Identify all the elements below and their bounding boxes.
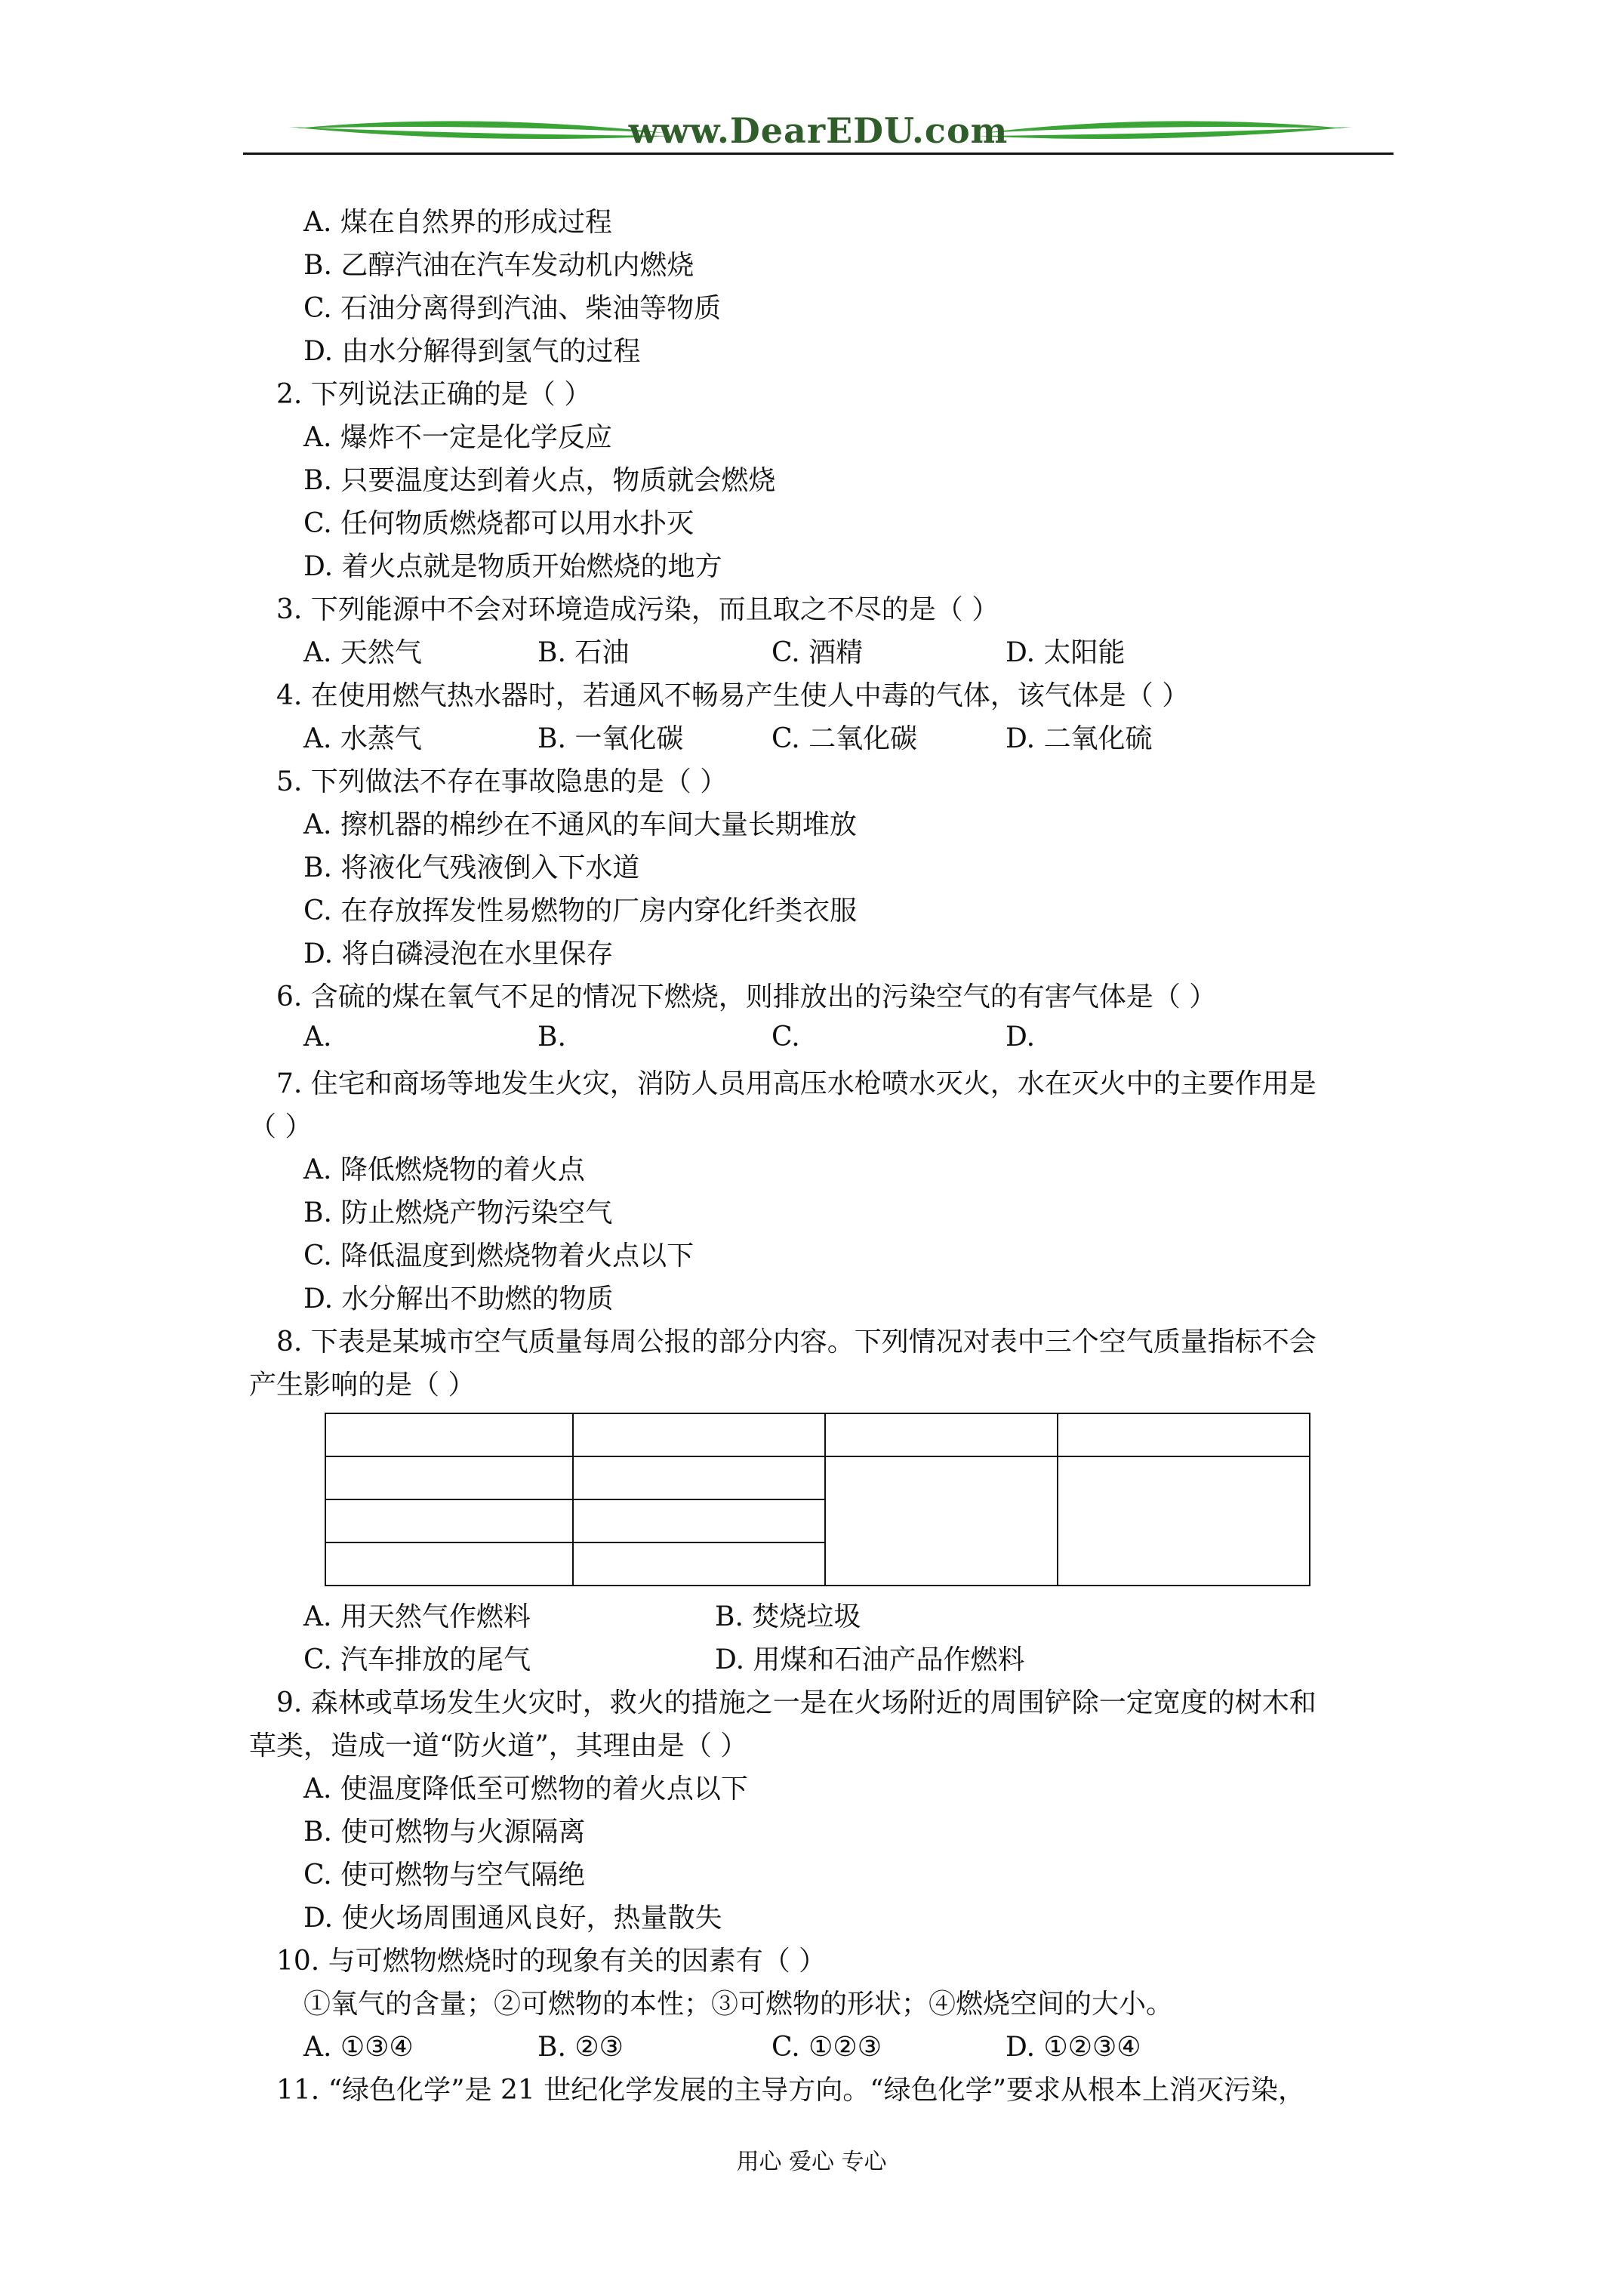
q8-option-d: D. 用煤和石油产品作燃料 <box>715 1644 1025 1675</box>
q10-factors: ①氧气的含量；②可燃物的本性；③可燃物的形状；④燃烧空间的大小。 <box>303 1989 1174 2020</box>
q2-stem: 2. 下列说法正确的是（ ） <box>276 379 592 410</box>
q2-option-b: B. 只要温度达到着火点，物质就会燃烧 <box>303 465 776 496</box>
exam-content <box>249 201 1389 2112</box>
q4-option-a: A. 水蒸气 <box>303 723 422 754</box>
q6-option-d: D. <box>1006 1022 1036 1052</box>
q5-stem: 5. 下列做法不存在事故隐患的是（ ） <box>276 766 728 797</box>
q4-stem: 4. 在使用燃气热水器时，若通风不畅易产生使人中毒的气体，该气体是（ ） <box>276 680 1190 711</box>
q3-option-d: D. 太阳能 <box>1006 637 1126 668</box>
q9-option-a: A. 使温度降低至可燃物的着火点以下 <box>303 1774 748 1804</box>
q7-option-d: D. 水分解出不助燃的物质 <box>303 1284 614 1314</box>
q3-stem: 3. 下列能源中不会对环境造成污染，而且取之不尽的是（ ） <box>276 594 999 625</box>
q2-option-a: A. 爆炸不一定是化学反应 <box>303 422 612 453</box>
header-rule <box>243 153 1394 155</box>
q8-option-b: B. 焚烧垃圾 <box>715 1601 861 1632</box>
q6-option-b: B. <box>537 1022 566 1052</box>
q4-option-b: B. 一氧化碳 <box>537 723 684 754</box>
q3-option-c: C. 酒精 <box>771 637 864 668</box>
q6-option-c: C. <box>771 1022 800 1052</box>
q3-options <box>249 631 1389 674</box>
q8-options-row1 <box>249 1595 1389 1638</box>
q10-option-b: B. ②③ <box>537 2032 624 2063</box>
page-header <box>243 106 1394 166</box>
q1-option-d: D. 由水分解得到氢气的过程 <box>303 336 641 367</box>
q5-option-b: B. 将液化气残液倒入下水道 <box>303 852 640 883</box>
q8-options-row2 <box>249 1638 1389 1681</box>
q9-stem-cont: 草类，造成一道“防火道”，其理由是（ ） <box>249 1730 748 1761</box>
q8-option-a: A. 用天然气作燃料 <box>303 1601 531 1632</box>
table-cell <box>573 1413 825 1456</box>
q6-options <box>249 1019 1389 1056</box>
air-quality-table <box>325 1413 1310 1586</box>
table-cell <box>325 1499 573 1542</box>
q4-options <box>249 717 1389 760</box>
table-row <box>325 1413 1310 1456</box>
site-logo: www.DearEDU.com <box>628 110 1009 151</box>
q1-option-c: C. 石油分离得到汽油、柴油等物质 <box>303 293 722 324</box>
table-row <box>325 1456 1310 1499</box>
page-footer: 用心 爱心 专心 <box>736 2149 887 2175</box>
q8-stem: 8. 下表是某城市空气质量每周公报的部分内容。下列情况对表中三个空气质量指标不会 <box>276 1327 1317 1358</box>
table-cell <box>573 1499 825 1542</box>
q7-stem-cont: （ ） <box>249 1111 313 1142</box>
q9-option-c: C. 使可燃物与空气隔绝 <box>303 1860 586 1891</box>
q5-option-d: D. 将白磷浸泡在水里保存 <box>303 938 614 969</box>
q7-option-c: C. 降低温度到燃烧物着火点以下 <box>303 1240 694 1271</box>
table-cell <box>825 1413 1058 1456</box>
q5-option-a: A. 擦机器的棉纱在不通风的车间大量长期堆放 <box>303 809 857 840</box>
q10-options <box>249 2026 1389 2069</box>
q2-option-c: C. 任何物质燃烧都可以用水扑灭 <box>303 508 694 539</box>
q1-option-b: B. 乙醇汽油在汽车发动机内燃烧 <box>303 250 694 281</box>
q10-option-a: A. ①③④ <box>303 2032 414 2063</box>
q2-option-d: D. 着火点就是物质开始燃烧的地方 <box>303 551 722 582</box>
q7-option-b: B. 防止燃烧产物污染空气 <box>303 1197 613 1228</box>
q10-option-d: D. ①②③④ <box>1006 2032 1141 2063</box>
q3-option-b: B. 石油 <box>537 637 630 668</box>
table-cell <box>825 1456 1058 1586</box>
q9-stem: 9. 森林或草场发生火灾时，救火的措施之一是在火场附近的周围铲除一定宽度的树木和 <box>276 1687 1317 1718</box>
q5-option-c: C. 在存放挥发性易燃物的厂房内穿化纤类衣服 <box>303 895 858 926</box>
q6-option-a: A. <box>303 1022 332 1052</box>
table-cell <box>325 1542 573 1586</box>
table-cell <box>573 1456 825 1499</box>
q9-option-b: B. 使可燃物与火源隔离 <box>303 1817 586 1848</box>
q6-stem: 6. 含硫的煤在氧气不足的情况下燃烧，则排放出的污染空气的有害气体是（ ） <box>276 982 1217 1012</box>
table-cell <box>325 1413 573 1456</box>
table-cell <box>573 1542 825 1586</box>
q10-option-c: C. ①②③ <box>771 2032 882 2063</box>
q11-stem: 11. “绿色化学”是 21 世纪化学发展的主导方向。“绿色化学”要求从根本上消灭污染， <box>276 2075 1306 2106</box>
table-cell <box>1058 1456 1310 1586</box>
q7-option-a: A. 降低燃烧物的着火点 <box>303 1154 585 1185</box>
q8-stem-cont: 产生影响的是（ ） <box>249 1370 476 1401</box>
q4-option-d: D. 二氧化硫 <box>1006 723 1153 754</box>
q8-option-c: C. 汽车排放的尾气 <box>303 1644 531 1675</box>
q10-stem: 10. 与可燃物燃烧时的现象有关的因素有（ ） <box>276 1946 827 1977</box>
q1-option-a: A. 煤在自然界的形成过程 <box>303 207 612 238</box>
table-cell <box>325 1456 573 1499</box>
table-cell <box>1058 1413 1310 1456</box>
q4-option-c: C. 二氧化碳 <box>771 723 918 754</box>
q9-option-d: D. 使火场周围通风良好，热量散失 <box>303 1903 722 1934</box>
q7-stem: 7. 住宅和商场等地发生火灾，消防人员用高压水枪喷水灭火，水在灭火中的主要作用是 <box>276 1068 1317 1099</box>
q3-option-a: A. 天然气 <box>303 637 422 668</box>
